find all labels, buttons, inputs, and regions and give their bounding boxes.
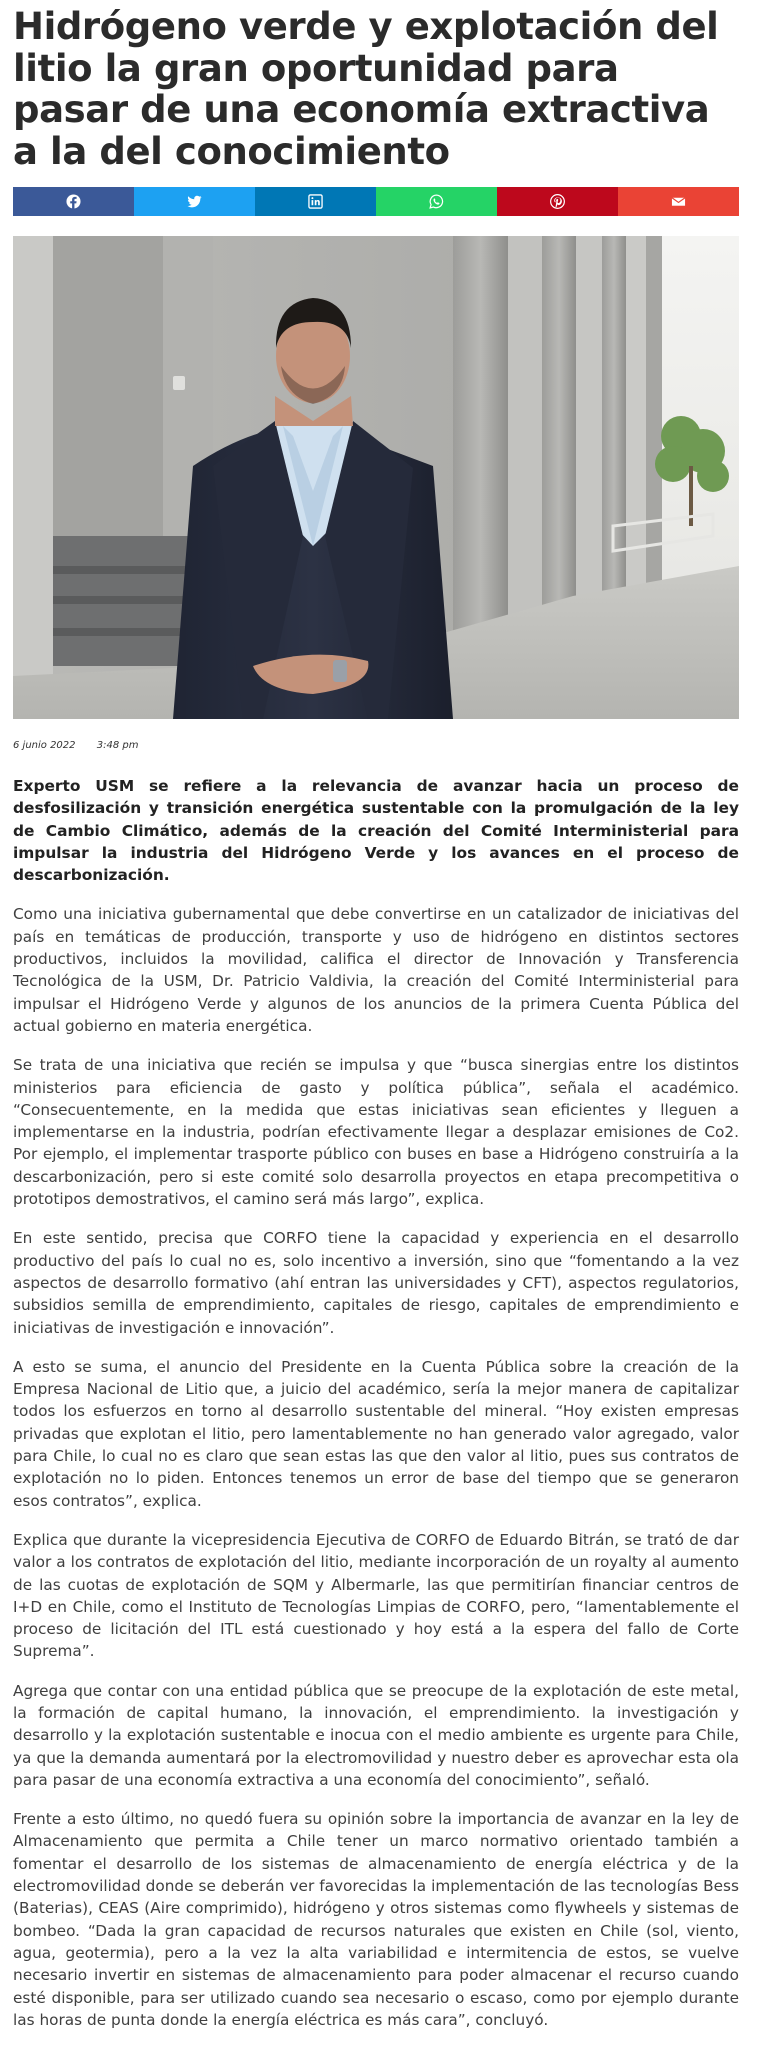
- article-paragraph: Frente a esto último, no quedó fuera su opinión sobre la importancia de avanzar en la ley de Almacenamiento que permita a Chile tener un marco normativo orientado también a fomentar el desarrollo de los sistemas de almacenamiento de energía eléctrica y de la electromovilidad donde se deberán ver favorecidas la implementación de las tecnologías Bess (Baterias), CEAS (Aire comprimido), hidrógeno y otros sistemas como flywheels y sistemas de bombeo. “Dada la gran capacidad de recursos naturales que existen en Chile (sol, viento, agua, geotermia), pero a la vez la alta variabilidad e intermitencia de estos, se vuelve necesario invertir en sistemas de almacenamiento para poder almacenar el recurso cuando esté disponible, para ser utilizado cuando sea necesario o escaso, como por ejemplo durante las horas de punta donde la energía eléctrica es más cara”, concluyó.: [13, 1810, 739, 2029]
- share-facebook-button[interactable]: [13, 187, 134, 216]
- article-paragraph: Explica que durante la vicepresidencia Ejecutiva de CORFO de Eduardo Bitrán, se trató de dar valor a los contratos de explotación del litio, mediante incorporación de un royalty al aumento de las cuotas de explotación de SQM y Albermarle, las que permitirían financiar centros de I+D en Chile, como el Instituto de Tecnologías Limpias de CORFO, pero, “lamentablemente el proceso de licitación del ITL está cuestionado y hoy está a la espera del fallo de Corte Suprema”.: [13, 1530, 739, 1661]
- facebook-icon: [66, 194, 81, 209]
- share-bar: [13, 187, 739, 216]
- article-paragraph: Agrega que contar con una entidad pública que se preocupe de la explotación de este metal, la formación de capital humano, la innovación, el emprendimiento. la investigación y desarrollo y la explotación sustentable e inocua con el medio ambiente es urgente para Chile, ya que la demanda aumentará por la electromovilidad y nuestro deber es aprovechar esta ola para pasar de una economía extractiva a una economía del conocimiento”, señaló.: [13, 1681, 739, 1789]
- article-body: [13, 775, 739, 2048]
- share-twitter-button[interactable]: [134, 187, 255, 216]
- post-date: 6 junio 2022: [13, 740, 76, 751]
- article-paragraph: Se trata de una iniciativa que recién se impulsa y que “busca sinergias entre los distintos ministerios para eficiencia de gasto y política pública”, señala el académico. “Consecuentemente, en la medida que estas iniciativas sean eficientes y lleguen a implementarse en la industria, podrían efectivamente llegar a desplazar emisiones de Co2. Por ejemplo, el implementar trasporte público con buses en base a Hidrógeno construiría a la descarbonización, pero si este comité solo desarrolla proyectos en etapa precompetitiva o prototipos demostrativos, el camino será más largo”, explica.: [13, 1056, 739, 1209]
- post-meta: [13, 740, 156, 751]
- pinterest-icon: [550, 194, 565, 209]
- email-icon: [671, 194, 686, 209]
- portrait-photo: [13, 236, 739, 719]
- whatsapp-icon: [429, 194, 444, 209]
- share-pinterest-button[interactable]: [497, 187, 618, 216]
- hero-image: [13, 236, 739, 719]
- share-email-button[interactable]: [618, 187, 739, 216]
- share-whatsapp-button[interactable]: [376, 187, 497, 216]
- article-lead: Experto USM se refiere a la relevancia de avanzar hacia un proceso de desfosilización y transición energética sustentable con la promulgación de la ley de Cambio Climático, además de la creación del Comité Interministerial para impulsar la industria del Hidrógeno Verde y los avances en el proceso de descarbonización.: [13, 777, 739, 885]
- article-title: Hidrógeno verde y explotación del litio la gran oportunidad para pasar de una economía extractiva a la del conocimiento: [13, 5, 719, 173]
- article-container: [13, 0, 739, 2029]
- linkedin-icon: [308, 194, 323, 209]
- post-time: 3:48 pm: [96, 740, 139, 751]
- article-paragraph: En este sentido, precisa que CORFO tiene la capacidad y experiencia en el desarrollo productivo del país lo cual no es, solo incentivo a inversión, sino que “fomentando a la vez aspectos de desarrollo formativo (ahí entran las universidades y CFT), aspectos regulatorios, subsidios semilla de emprendimiento, capitales de riesgo, capitales de emprendimiento e iniciativas de investigación e innovación”.: [13, 1229, 739, 1337]
- share-linkedin-button[interactable]: [255, 187, 376, 216]
- twitter-icon: [187, 194, 202, 209]
- article-paragraph: A esto se suma, el anuncio del Presidente en la Cuenta Pública sobre la creación de la Empresa Nacional de Litio que, a juicio del académico, sería la mejor manera de capitalizar todos los esfuerzos en torno al desarrollo sustentable del mineral. “Hoy existen empresas privadas que explotan el litio, pero lamentablemente no han generado valor agregado, valor para Chile, lo cual no es claro que sean estas las que den valor al litio, pues sus contratos de explotación no lo piden. Entonces tenemos un error de base del tiempo que se generaron esos contratos”, explica.: [13, 1357, 739, 1510]
- article-paragraph: Como una iniciativa gubernamental que debe convertirse en un catalizador de iniciativas del país en temáticas de producción, transporte y uso de hidrógeno en distintos sectores productivos, incluidos la movilidad, califica el director de Innovación y Transferencia Tecnológica de la USM, Dr. Patricio Valdivia, la creación del Comité Interministerial para impulsar el Hidrógeno Verde y algunos de los anuncios de la primera Cuenta Pública del actual gobierno en materia energética.: [13, 905, 739, 1035]
